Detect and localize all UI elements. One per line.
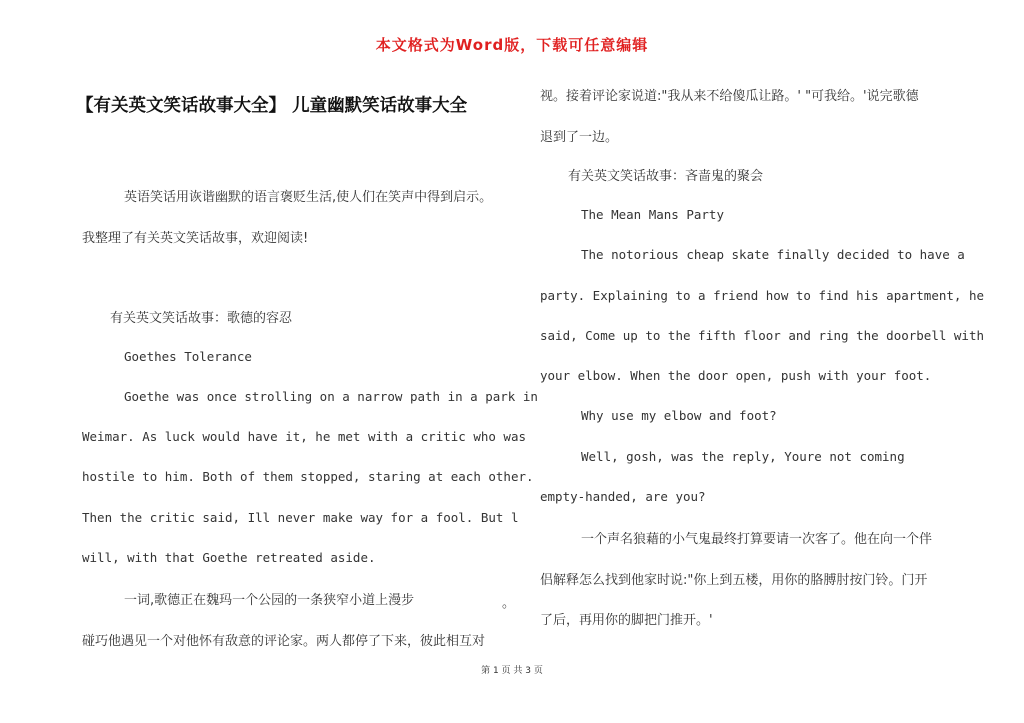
- story2-translation-line: 一个声名狼藉的小气鬼最终打算要请一次客了。他在向一个伴: [581, 532, 933, 547]
- story1-translation-line: 一词,歌德正在魏玛一个公园的一条狭窄小道上漫步: [124, 593, 415, 608]
- story1-line: Goethe was once strolling on a narrow path in a park in: [124, 389, 538, 404]
- story1-line: Weimar. As luck would have it, he met with a critic who was: [82, 429, 527, 444]
- story2-heading: 有关英文笑话故事：吝啬鬼的聚会: [568, 169, 764, 184]
- story1-line: Then the critic said, Ill never make way for a fool. But l: [82, 510, 519, 525]
- story2-translation-line: 侣解释怎么找到他家时说:"你上到五楼，用你的胳膊肘按门铃。门开: [540, 573, 928, 588]
- story2-line: empty-handed, are you?: [540, 489, 706, 504]
- page-number: 第 1 页 共 3 页: [481, 666, 543, 676]
- story1-translation-line: 视。接着评论家说道:"我从来不给傻瓜让路。' "可我给。'说完歌德: [540, 89, 919, 104]
- story2-line: Well, gosh, was the reply, Youre not coming: [581, 449, 905, 464]
- word-format-banner: 本文格式为Word版，下载可任意编辑: [375, 36, 649, 54]
- story1-translation-line: 碰巧他遇见一个对他怀有敌意的评论家。两人都停了下来，彼此相互对: [82, 634, 486, 649]
- story2-line: Why use my elbow and foot?: [581, 408, 777, 423]
- story1-translation-period: 。: [502, 596, 516, 611]
- intro-line-2: 我整理了有关英文笑话故事，欢迎阅读!: [82, 231, 309, 246]
- intro-line-1: 英语笑话用诙谐幽默的语言褒贬生活,使人们在笑声中得到启示。: [124, 190, 493, 205]
- page-title: 【有关英文笑话故事大全】 儿童幽默笑话故事大全: [76, 96, 468, 116]
- story2-title: The Mean Mans Party: [581, 207, 724, 222]
- story2-line: your elbow. When the door open, push with your foot.: [540, 368, 932, 383]
- story1-title: Goethes Tolerance: [124, 349, 252, 364]
- story1-heading: 有关英文笑话故事：歌德的容忍: [110, 311, 293, 326]
- story2-translation-line: 了后，再用你的脚把门推开。': [540, 613, 713, 628]
- story2-line: The notorious cheap skate finally decided to have a: [581, 247, 965, 262]
- story2-line: party. Explaining to a friend how to find his apartment, he: [540, 288, 985, 303]
- story1-line: hostile to him. Both of them stopped, staring at each other.: [82, 469, 534, 484]
- story2-line: said, Come up to the fifth floor and ring the doorbell with: [540, 328, 985, 343]
- story1-line: will, with that Goethe retreated aside.: [82, 550, 376, 565]
- story1-translation-line: 退到了一边。: [540, 130, 619, 145]
